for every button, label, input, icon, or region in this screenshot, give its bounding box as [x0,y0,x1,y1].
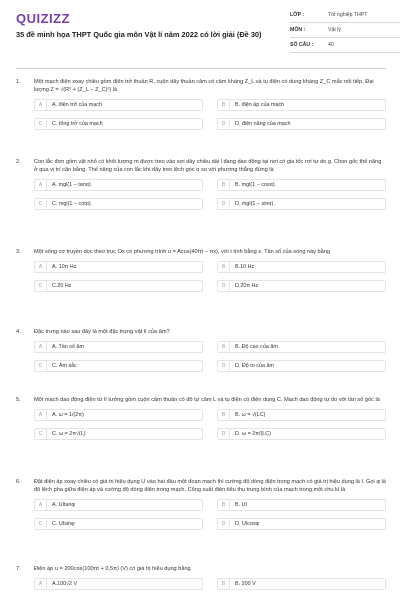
question-block [16,565,386,590]
option-letter: A [35,500,47,510]
question-text: Đặt điện áp xoay chiều có giá trị hiệu dụng U vào hai đầu một đoạn mạch thì cường độ dòng điện trong mạch có giá trị hiệu dụng là I. Gọi φ là độ lệch pha giữa điện áp và cường độ dòng điện trong mạch. Công suất điện tiêu thụ trung bình của mạch trong một chu kì là [34,479,386,494]
answer-option[interactable] [217,341,386,353]
option-text: C. mgl(1 − cotα). [52,201,93,208]
option-letter: A [35,100,47,110]
answer-options [34,341,386,372]
answer-option[interactable] [217,518,386,530]
option-letter: B [218,100,230,110]
answer-option[interactable] [34,578,203,590]
question-number: 1. [16,79,21,85]
answer-options [34,499,386,530]
option-letter: B [218,262,230,272]
option-letter: C [35,199,47,209]
answer-option[interactable] [217,179,386,191]
option-letter: D [218,429,230,439]
question-text: Một sóng cơ truyền dọc theo trục Ox có phương trình u = Acos(40πt − πx), với t tính bằng s. Tần số của sóng này bằng [34,249,330,255]
question-number: 6. [16,479,21,485]
answer-option[interactable] [34,360,203,372]
meta-key: LỚP : [290,12,305,18]
option-letter: D [218,519,230,529]
option-text: A. UItanφ [52,502,75,509]
option-text: A. điện trở của mạch [52,102,102,109]
meta-row-subject [290,23,400,38]
option-text: B. 200 V [235,581,256,588]
option-text: B. Độ cao của âm [235,344,278,351]
answer-option[interactable] [34,198,203,210]
question-head [16,396,386,404]
option-text: C. tổng trở của mạch [52,121,103,128]
answer-options [34,578,386,590]
question-block [16,396,386,440]
option-letter: C [35,429,47,439]
answer-option[interactable] [34,99,203,111]
option-letter: C [35,281,47,291]
question-head [16,248,386,256]
worksheet-title: 35 đề minh họa THPT Quốc gia môn Vật lí năm 2022 có lời giải (Đề 30) [16,30,262,39]
answer-option[interactable] [34,261,203,273]
answer-option[interactable] [34,499,203,511]
option-text: D. Độ to của âm [235,363,274,370]
option-text: C. Âm sắc [52,363,77,370]
meta-value: Vật lý [328,27,341,33]
question-head [16,78,386,94]
option-text: C.20 Hz [52,283,72,290]
question-block [16,328,386,372]
option-text: D. điện năng của mạch [235,121,291,128]
question-block [16,248,386,292]
meta-key: MÔN : [290,27,306,33]
option-letter: A [35,262,47,272]
question-text: Con lắc đơn gồm vật nhỏ có khối lượng m được treo vào sợi dây chiều dài l đang dao động tại nơi có gia tốc rơi tự do g. Chọn gốc thế năng ở qua vị trí cân bằng. Thế năng của con lắc khi dây treo lệch góc α so với phương thẳng đứng là [34,159,382,174]
meta-value: Tốt nghiệp THPT [328,12,368,18]
option-text: D.20π Hz [235,283,259,290]
answer-option[interactable] [34,118,203,130]
meta-row-count [290,38,400,53]
option-letter: B [218,342,230,352]
option-text: A. Tần số âm [52,344,84,351]
question-head [16,565,386,573]
option-letter: C [35,119,47,129]
answer-options [34,261,386,292]
answer-option[interactable] [34,280,203,292]
header-divider [16,68,386,69]
answer-option[interactable] [34,409,203,421]
answer-option[interactable] [34,179,203,191]
option-text: C. ω = 2π√(L) [52,431,86,438]
question-number: 7. [16,566,21,572]
option-letter: B [218,579,230,589]
option-text: B.10 Hz [235,264,255,271]
option-letter: C [35,519,47,529]
question-number: 2. [16,159,21,165]
option-letter: C [35,361,47,371]
option-text: D. ω = 2π/(LC) [235,431,271,438]
option-letter: B [218,180,230,190]
answer-option[interactable] [34,518,203,530]
option-letter: A [35,180,47,190]
option-text: A.100√2 V [52,581,78,588]
option-text: A. ω = 1/(2π) [52,412,84,419]
meta-value: 40 [328,42,334,48]
answer-option[interactable] [217,261,386,273]
question-head [16,328,386,336]
meta-key: SỐ CÂU : [290,42,314,48]
option-letter: D [218,119,230,129]
option-letter: A [35,410,47,420]
question-text: Một mạch dao động điện từ lí tưởng gồm cuộn cảm thuần có độ tự cảm L và tụ điện có điện dung C. Mạch dao động tự do với tần số góc là [34,397,380,403]
question-number: 4. [16,329,21,335]
question-text: Điện áp u = 200cos(100πt + 0,5π) (V) có giá trị hiệu dụng bằng [34,566,191,572]
option-text: B. UI [235,502,247,509]
option-letter: A [35,579,47,589]
answer-option[interactable] [217,99,386,111]
answer-options [34,179,386,210]
option-text: A. 10π Hz [52,264,77,271]
answer-option[interactable] [217,280,386,292]
answer-option[interactable] [217,118,386,130]
answer-option[interactable] [217,409,386,421]
option-text: B. mgl(1 − cosα). [235,182,277,189]
option-text: C. UIsinφ [52,521,75,528]
answer-option[interactable] [34,428,203,440]
answer-option[interactable] [217,428,386,440]
option-text: D. mgl(1 − sinα). [235,201,275,208]
option-text: B. điện áp của mạch [235,102,285,109]
option-text: D. UIcosφ [235,521,260,528]
answer-option[interactable] [34,341,203,353]
option-letter: D [218,281,230,291]
meta-row-class [290,8,400,23]
answer-options [34,409,386,440]
option-letter: B [218,410,230,420]
option-letter: A [35,342,47,352]
question-block [16,158,386,210]
quizizz-logo: QUIZIZZ [16,11,71,26]
question-block [16,78,386,130]
option-text: A. mgl(1 − tanα). [52,182,93,189]
worksheet-meta [290,8,400,53]
answer-option[interactable] [217,360,386,372]
question-block [16,478,386,530]
worksheet-header [16,8,386,62]
question-head [16,158,386,174]
question-number: 5. [16,397,21,403]
question-text: Đặc trưng nào sau đây là một đặc trưng vật lí của âm? [34,329,170,335]
option-letter: D [218,361,230,371]
question-text: Một mạch điện xoay chiều gồm điện trở thuần R, cuộn dây thuần cảm có cảm kháng Z_L và tụ điện có dung kháng Z_C mắc nối tiếp. Đại lượng Z = √(R² + (Z_L − Z_C)²) là [34,79,374,94]
question-number: 3. [16,249,21,255]
option-letter: B [218,500,230,510]
answer-option[interactable] [217,198,386,210]
option-text: B. ω = √(LC) [235,412,266,419]
answer-option[interactable] [217,499,386,511]
option-letter: D [218,199,230,209]
question-head [16,478,386,494]
answer-options [34,99,386,130]
answer-option[interactable] [217,578,386,590]
